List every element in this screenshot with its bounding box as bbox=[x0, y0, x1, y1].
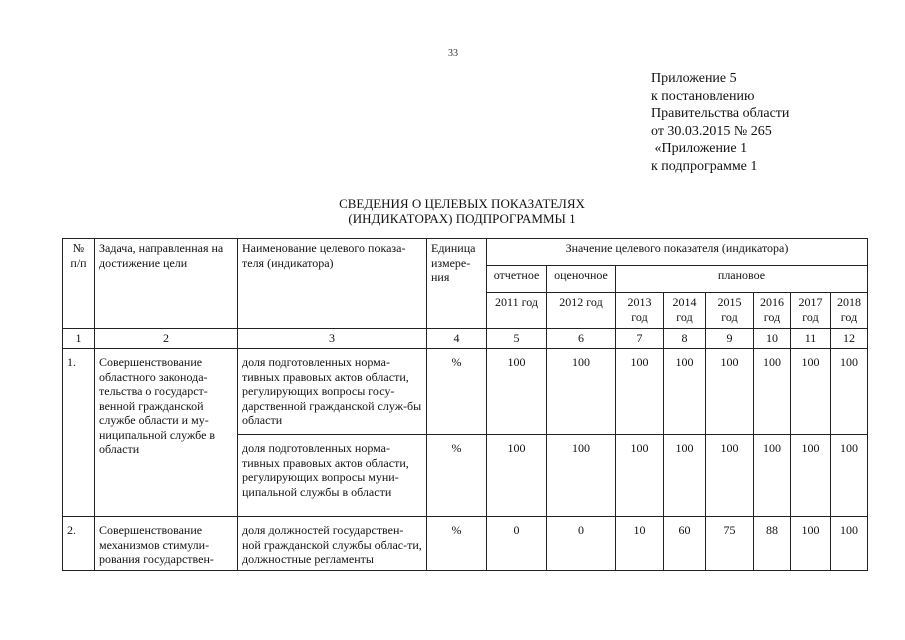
value-cell: 100 bbox=[547, 435, 616, 517]
value-cell: 100 bbox=[487, 435, 547, 517]
header-year: 2017 год bbox=[791, 293, 831, 329]
approval-line: Приложение 5 bbox=[651, 71, 737, 86]
header-value-group: Значение целевого показателя (индикатора) bbox=[487, 239, 868, 266]
approval-line: «Приложение 1 bbox=[651, 141, 748, 157]
value-cell: 100 bbox=[754, 435, 791, 517]
header-year: 2016 год bbox=[754, 293, 791, 329]
header-indicator: Наименование целевого показа-теля (индикатора) bbox=[238, 239, 427, 329]
row-indicator: доля подготовленных норма-тивных правовых актов области, регулирующих вопросы муни-ципальной службы в области bbox=[238, 435, 427, 517]
column-number: 6 bbox=[547, 329, 616, 349]
row-indicator: доля должностей государствен-ной гражданской службы облас-ти, должностные регламенты bbox=[238, 517, 427, 571]
row-indicator: доля подготовленных норма-тивных правовых актов области, регулирующих вопросы госу-дарственной гражданской служ-бы области bbox=[238, 349, 427, 435]
value-cell: 100 bbox=[831, 517, 868, 571]
indicators-table bbox=[62, 238, 868, 571]
title-line-1: СВЕДЕНИЯ О ЦЕЛЕВЫХ ПОКАЗАТЕЛЯХ bbox=[339, 196, 585, 211]
header-year: 2013 год bbox=[616, 293, 664, 329]
row-num: 1. bbox=[63, 349, 95, 517]
column-number: 11 bbox=[791, 329, 831, 349]
value-cell: 100 bbox=[831, 349, 868, 435]
value-cell: 10 bbox=[616, 517, 664, 571]
value-cell: 100 bbox=[664, 435, 706, 517]
header-estimated: оценочное bbox=[547, 266, 616, 293]
value-cell: 88 bbox=[754, 517, 791, 571]
row-task: Совершенствование механизмов стимули-рования государствен- bbox=[95, 517, 238, 571]
column-number: 7 bbox=[616, 329, 664, 349]
approval-line: к подпрограмме 1 bbox=[651, 158, 758, 174]
value-cell: 100 bbox=[791, 435, 831, 517]
column-number: 12 bbox=[831, 329, 868, 349]
header-task: Задача, направленная на достижение цели bbox=[95, 239, 238, 329]
header-year: 2014 год bbox=[664, 293, 706, 329]
table-row bbox=[63, 349, 868, 435]
column-number: 5 bbox=[487, 329, 547, 349]
approval-line: Правительства области bbox=[651, 106, 790, 122]
row-unit: % bbox=[427, 517, 487, 571]
header-row-1 bbox=[63, 239, 868, 266]
value-cell: 0 bbox=[547, 517, 616, 571]
header-year: 2018 год bbox=[831, 293, 868, 329]
approval-line: к постановлению bbox=[651, 88, 755, 104]
column-number: 1 bbox=[63, 329, 95, 349]
document-title bbox=[290, 196, 634, 226]
value-cell: 60 bbox=[664, 517, 706, 571]
header-year: 2012 год bbox=[547, 293, 616, 329]
value-cell: 100 bbox=[616, 349, 664, 435]
page-number: 33 bbox=[448, 48, 458, 59]
header-planned: плановое bbox=[616, 266, 868, 293]
value-cell: 100 bbox=[754, 349, 791, 435]
value-cell: 100 bbox=[831, 435, 868, 517]
value-cell: 100 bbox=[616, 435, 664, 517]
approval-block bbox=[651, 70, 789, 176]
column-number: 9 bbox=[706, 329, 754, 349]
row-unit: % bbox=[427, 349, 487, 435]
column-number: 4 bbox=[427, 329, 487, 349]
column-number: 3 bbox=[238, 329, 427, 349]
column-number: 8 bbox=[664, 329, 706, 349]
value-cell: 100 bbox=[706, 435, 754, 517]
column-number: 10 bbox=[754, 329, 791, 349]
row-num: 2. bbox=[63, 517, 95, 571]
header-num: № п/п bbox=[63, 239, 95, 329]
header-reported: отчетное bbox=[487, 266, 547, 293]
column-number: 2 bbox=[95, 329, 238, 349]
value-cell: 100 bbox=[664, 349, 706, 435]
approval-line: от 30.03.2015 № 265 bbox=[651, 123, 772, 139]
header-year: 2011 год bbox=[487, 293, 547, 329]
row-task: Совершенствование областного законода-тельства о государст-венной гражданской службе области и му-ниципальной службе в области bbox=[95, 349, 238, 517]
value-cell: 100 bbox=[791, 517, 831, 571]
value-cell: 100 bbox=[547, 349, 616, 435]
value-cell: 100 bbox=[487, 349, 547, 435]
table-row bbox=[63, 517, 868, 571]
value-cell: 100 bbox=[706, 349, 754, 435]
value-cell: 0 bbox=[487, 517, 547, 571]
column-numbers-row bbox=[63, 329, 868, 349]
row-unit: % bbox=[427, 435, 487, 517]
title-line-2: (ИНДИКАТОРАХ) ПОДПРОГРАММЫ 1 bbox=[348, 211, 576, 226]
header-year: 2015 год bbox=[706, 293, 754, 329]
value-cell: 100 bbox=[791, 349, 831, 435]
header-unit: Единица измере-ния bbox=[427, 239, 487, 329]
value-cell: 75 bbox=[706, 517, 754, 571]
